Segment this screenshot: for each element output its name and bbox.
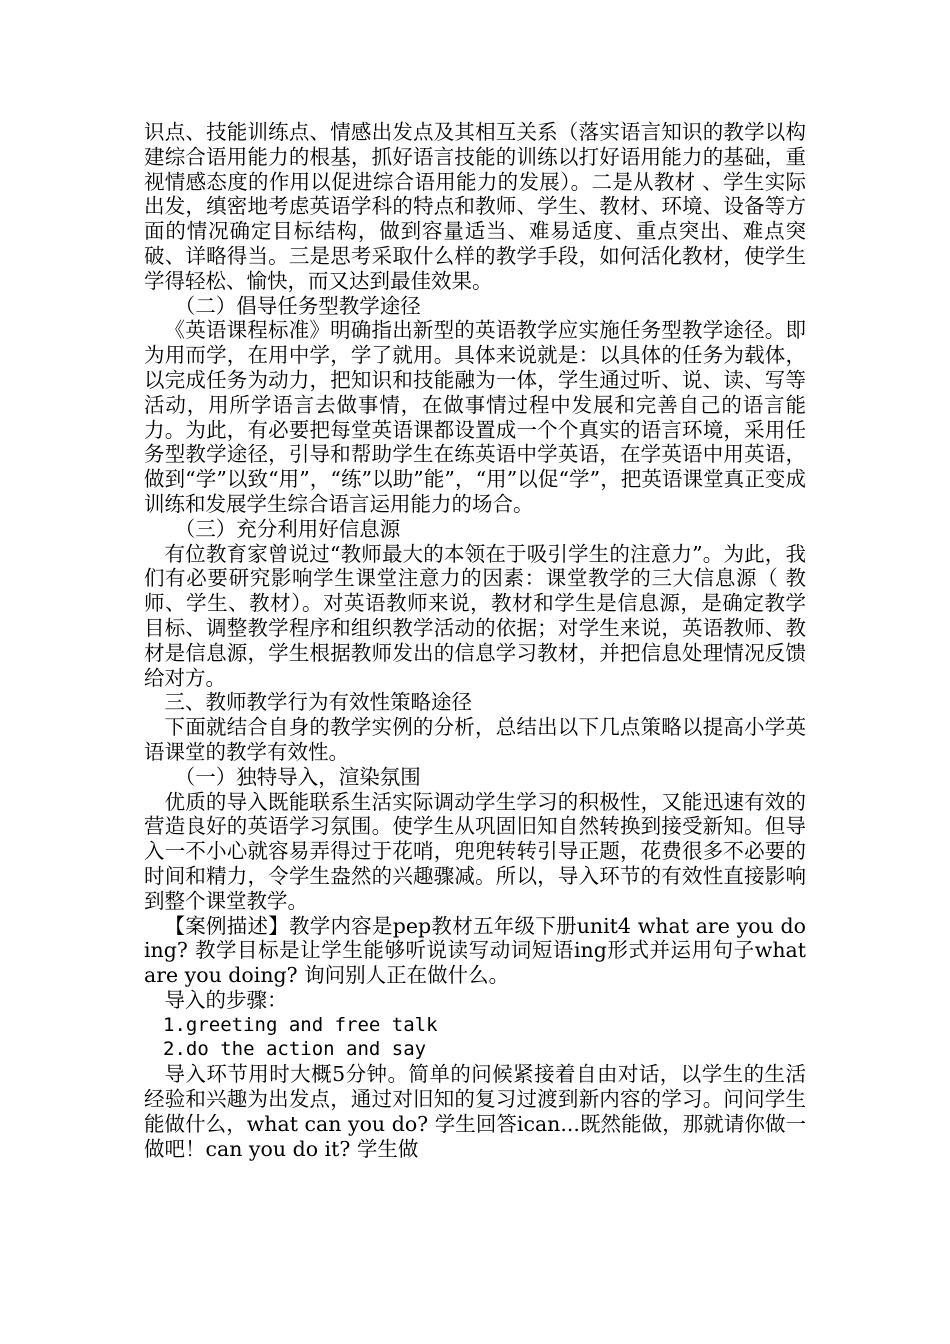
paragraph-task-based: 《英语课程标准》明确指出新型的英语教学应实施任务型教学途径。即为用而学，在用中学，学了就用。具体来说就是：以具体的任务为载体，以完成任务为动力，把知识和技能融为一体，学生通过听、说、读、写等活动，用所学语言去做事情，在做事情过程中发展和完善自己的语言能力。为此，有必要把每堂英语课都设置成一个个真实的语言环境，采用任务型教学途径，引导和帮助学生在练英语中学英语，在学英语中用英语，做到“学”以致“用”，“练”以助”能”，“用”以促“学”，把英语课堂真正变成训练和发展学生综合语言运用能力的场合。 xyxy=(144,318,806,516)
paragraph-steps-label: 导入的步骤： xyxy=(164,987,288,1012)
list-item-step-1: 1.greeting and free talk xyxy=(163,1013,438,1036)
section-heading-unique-intro: （一）独特导入，渲染氛围 xyxy=(174,764,421,789)
list-item-step-2: 2.do the action and say xyxy=(163,1038,427,1061)
paragraph-goal-design: 识点、技能训练点、情感出发点及其相互关系（落实语言知识的教学以构建综合语用能力的根基，抓好语言技能的训练以打好语用能力的基础，重视情感态度的作用以促进综合语用能力的发展）。二是从教材 、学生实际出发，缜密地考虑英语学科的特点和教师、学生、教材、环境、设备等方面的情况确定目标结构，做到容量适当、难易适度、重点突出、难点突破、详略得当。三是思考采取什么样的教学手段，如何活化教材，使学生学得轻松、愉快，而又达到最佳效果。 xyxy=(144,120,806,293)
paragraph-case-description: 【案例描述】教学内容是pep教材五年级下册unit4 what are you doing? 教学目标是让学生能够听说读写动词短语ing形式并运用句子what are you doing? 询问别人正在做什么。 xyxy=(144,913,806,988)
section-heading-task-based: （二）倡导任务型教学途径 xyxy=(174,293,421,318)
paragraph-unique-intro: 优质的导入既能联系生活实际调动学生学习的积极性，又能迅速有效的营造良好的英语学习氛围。使学生从巩固旧知自然转换到接受新知。但导入一不小心就容易弄得过于花哨，兜兜转转引导正题，花费很多不必要的时间和精力，令学生盎然的兴趣骤减。所以，导入环节的有效性直接影响到整个课堂教学。 xyxy=(144,789,806,913)
body-text xyxy=(144,120,806,1161)
paragraph-information-sources: 有位教育家曾说过“教师最大的本领在于吸引学生的注意力”。为此，我们有必要研究影响学生课堂注意力的因素：课堂教学的三大信息源（ 教师、学生、教材）。对英语教师来说，教材和学生是信息源，是确定教学目标、调整教学程序和组织教学活动的依据；对学生来说，英语教师、教材是信息源，学生根据教师发出的信息学习教材，并把信息处理情况反馈给对方。 xyxy=(144,541,806,690)
section-heading-information-sources: （三）充分利用好信息源 xyxy=(174,516,401,541)
paragraph-intro-timing: 导入环节用时大概5分钟。简单的问候紧接着自由对话，以学生的生活经验和兴趣为出发点，通过对旧知的复习过渡到新内容的学习。问问学生能做什么，what can you do? 学生回答ican...既然能做，那就请你做一做吧！can you do it? 学生做 xyxy=(144,1062,806,1161)
paragraph-strategies-intro: 下面就结合自身的教学实例的分析，总结出以下几点策略以提高小学英语课堂的教学有效性。 xyxy=(144,715,806,764)
section-heading-strategies: 三、教师教学行为有效性策略途径 xyxy=(164,690,472,715)
